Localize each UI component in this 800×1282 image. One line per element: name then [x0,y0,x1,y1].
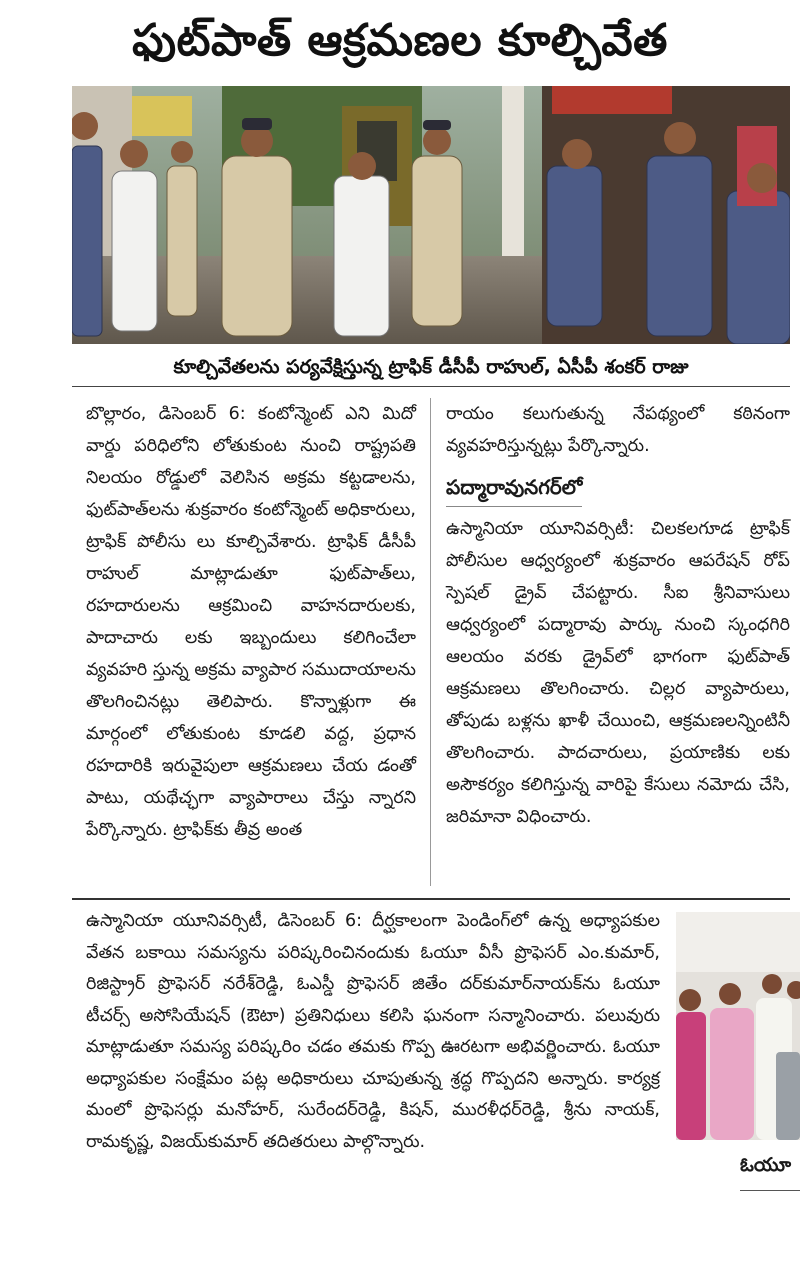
photo2-caption: ఓయూ [740,1154,792,1176]
photo-illustration [72,86,790,344]
news-photo-felicitation [676,912,800,1140]
news-photo-demolition [72,86,790,344]
story1-right-column [446,398,790,833]
story1-continuation-text: రాయం కలుగుతున్న నేపథ్యంలో కఠినంగా వ్యవహరిస్తున్నట్లు పేర్కొన్నారు. [446,404,790,456]
story2-body [86,906,660,1158]
story1-right-text: ఉస్మానియా యూనివర్సిటీ: చిలకలగూడ ట్రాఫిక్ పోలీసుల ఆధ్వర్యంలో శుక్రవారం ఆపరేషన్ రోప్ స్పెషల్ డ్రైవ్ చేపట్టారు. సీఐ శ్రీనివాసులు ఆధ్వర్యంలో పద్మారావు పార్కు నుంచి స్కంధగిరి ఆలయం వరకు డ్రైవ్‌లో భాగంగా ఫుట్‌పాత్ ఆక్రమణలు తొలగించారు. చిల్లర వ్యాపారులు, తోపుడు బళ్లను ఖాళీ చేయించి, ఆక్రమణలన్నింటినీ తొలగించారు. పాదచారులు, ప్రయాణికు లకు అసౌకర్యం కలిగిస్తున్న వారిపై కేసులు నమోదు చేసి, జరిమానా విధించారు. [446,519,790,827]
photo-caption: కూల్చివేతలను పర్యవేక్షిస్తున్న ట్రాఫిక్ డీసీపీ రాహుల్, ఏసీపీ శంకర్ రాజు [173,356,689,378]
subhead-padmaraonagar: పద్మారావునగర్‌లో [446,472,582,507]
story-separator [72,898,790,900]
story1-left-column [86,398,416,846]
column-divider [430,398,431,886]
caption-divider [72,386,790,387]
story2-text: ఉస్మానియా యూనివర్సిటీ, డిసెంబర్ 6: దీర్ఘకాలంగా పెండింగ్‌లో ఉన్న అధ్యాపకుల వేతన బకాయి సమస్యను పరిష్కరించినందుకు ఓయూ వీసీ ప్రొఫెసర్ ఎం.కుమార్, రిజిస్ట్రార్ ప్రొఫెసర్ నరేశ్‌రెడ్డి, ఓఎస్డీ ప్రొఫెసర్ జితేం దర్‌కుమార్‌నాయక్‌ను ఓయూ టీచర్స్ అసోసియేషన్ (ఔటా) ప్రతినిధులు కలిసి ఘనంగా సన్మానించారు. పలువురు మాట్లాడుతూ సమస్య పరిష్కరిం చడం తమకు గొప్ప ఊరటగా అభివర్ణించారు. ఓయూ అధ్యాపకుల సంక్షేమం పట్ల అధికారులు చూపుతున్న శ్రద్ధ గొప్పదని అన్నారు. కార్యక్ర మంలో ప్రొఫెసర్లు మనోహర్, సురేందర్‌రెడ్డి, కిషన్, మురళీధర్‌రెడ్డి, శ్రీను నాయక్, రామకృష్ణ, విజయ్‌కుమార్ తదితరులు పాల్గొన్నారు. [86,911,660,1152]
photo2-caption-rule [740,1190,800,1191]
story1-left-text: బొల్లారం, డిసెంబర్ 6: కంటోన్మెంట్ ఎని మిదో వార్డు పరిధిలోని లోతుకుంట నుంచి రాష్ట్రపతి నిలయం రోడ్డులో వెలిసిన అక్రమ కట్టడాలను, ఫుట్‌పాత్‌లను శుక్రవారం కంటోన్మెంట్ అధికారులు, ట్రాఫిక్ పోలీసు లు కూల్చివేశారు. ట్రాఫిక్ డీసీపీ రాహుల్ మాట్లాడుతూ ఫుట్‌పాత్‌లు, రహదారులను ఆక్రమించి వాహనదారులకు, పాదాచారు లకు ఇబ్బందులు కలిగించేలా వ్యవహరి స్తున్న అక్రమ వ్యాపార సముదాయాలను తొలగించినట్లు తెలిపారు. కొన్నాళ్లుగా ఈ మార్గంలో లోతుకుంట కూడలి వద్ద, ప్రధాన రహదారికి ఇరువైపులా ఆక్రమణలు చేయ డంతో పాటు, యథేచ్ఛగా వ్యాపారాలు చేస్తు న్నారని పేర్కొన్నారు. ట్రాఫిక్‌కు తీవ్ర అంత [86,404,416,840]
headline: ఫుట్‌పాత్ ఆక్రమణల కూల్చివేత [132,15,668,66]
photo2-illustration [676,912,800,1140]
